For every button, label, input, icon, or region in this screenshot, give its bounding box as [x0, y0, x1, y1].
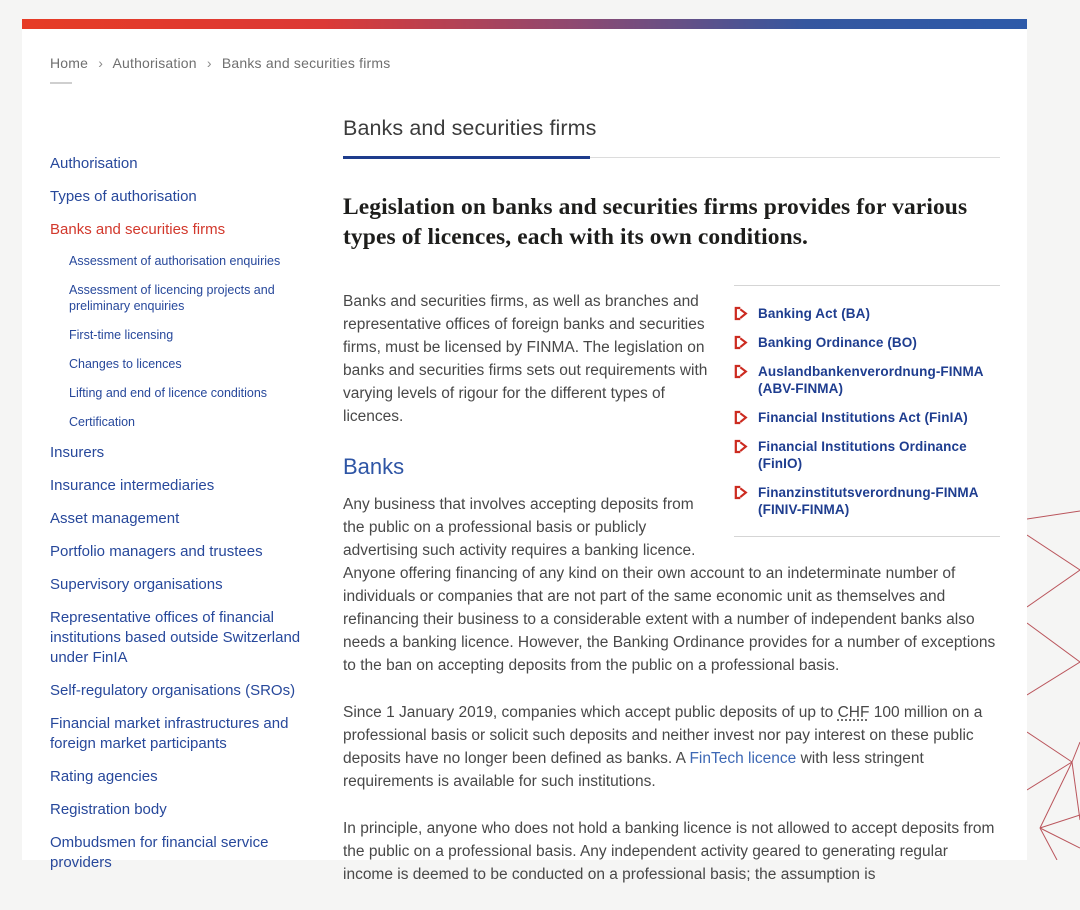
banks-section-heading: Banks	[343, 453, 405, 479]
sidebar-item-self-regulatory-organisations[interactable]: Self-regulatory organisations (SROs)	[50, 682, 296, 699]
paragraph-text: with less stringent requirements is available for such institutions.	[343, 749, 924, 790]
breadcrumb-current-page: Banks and securities firms	[221, 55, 391, 71]
bracket-arrow-icon	[734, 439, 748, 454]
sidebar-item-assessment-licencing-projects[interactable]: Assessment of licencing projects and preliminary enquiries	[69, 283, 275, 313]
banks-paragraph-2	[343, 701, 1000, 793]
paragraph-text: 100 million on a professional basis or solicit such deposits and neither invest nor pay interest on these public deposits have no longer been defined as banks. A	[343, 703, 983, 767]
sidebar-item-banks-and-securities-firms[interactable]: Banks and securities firms	[50, 221, 226, 238]
page-title: Banks and securities firms	[343, 116, 597, 141]
sidebar-item-first-time-licensing[interactable]: First-time licensing	[69, 328, 174, 342]
bracket-arrow-icon	[734, 410, 748, 425]
sidebar-item-types-of-authorisation[interactable]: Types of authorisation	[50, 188, 197, 205]
breadcrumb-separator: ›	[206, 55, 212, 71]
sidebar-item-asset-management[interactable]: Asset management	[50, 510, 180, 527]
sidebar-item-rating-agencies[interactable]: Rating agencies	[50, 768, 158, 785]
sidebar-item-authorisation[interactable]: Authorisation	[50, 155, 138, 172]
doc-link-finia[interactable]: Financial Institutions Act (FinIA)	[734, 409, 1000, 426]
sidebar-item-insurers[interactable]: Insurers	[50, 444, 105, 461]
doc-link-finio[interactable]: Financial Institutions Ordinance (FinIO)	[734, 438, 1000, 472]
sidebar-item-changes-to-licences[interactable]: Changes to licences	[69, 357, 182, 371]
decorative-mesh-pattern	[1027, 480, 1080, 860]
brand-gradient-bar	[22, 19, 1027, 29]
sidebar-item-registration-body[interactable]: Registration body	[50, 801, 167, 818]
banks-paragraph-3: In principle, anyone who does not hold a banking licence is not allowed to accept deposits from the public on a professional basis. Any independent activity geared to generating regular income is deemed to be conducted on a professional basis; the assumption is	[343, 819, 995, 883]
fintech-licence-link[interactable]: FinTech licence	[689, 749, 797, 767]
bracket-arrow-icon	[734, 485, 748, 500]
page-container	[22, 19, 1027, 883]
intro-paragraph: Banks and securities firms, as well as branches and representative offices of foreign banks and securities firms, must be licensed by FINMA. The legislation on banks and securities firms sets out requirements with varying levels of rigour for the different types of licences.	[343, 292, 708, 425]
banks-paragraph-1: Any business that involves accepting deposits from the public on a professional basis or publicly advertising such activity requires a banking licence. Anyone offering financing of any kind on their own account to an indeterminate number of individuals or companies that are not part of the same economic unit as themselves and refinancing their business to a considerable extent with a number of independent banks also needs a banking licence. However, the Banking Ordinance provides for a number of exceptions to the ban on accepting deposits from the public on a professional basis.	[343, 495, 996, 674]
breadcrumb	[50, 55, 1027, 71]
sidebar-item-financial-market-infrastructures[interactable]: Financial market infrastructures and foreign market participants	[50, 715, 289, 752]
related-documents-box	[734, 285, 1000, 537]
breadcrumb-separator: ›	[98, 55, 104, 71]
sidebar-item-certification[interactable]: Certification	[69, 415, 135, 429]
main-content	[343, 92, 1027, 910]
sidebar-item-ombudsmen[interactable]: Ombudsmen for financial service providers	[50, 834, 269, 871]
paragraph-text: Since 1 January 2019, companies which accept public deposits of up to	[343, 703, 838, 721]
left-navigation	[50, 92, 315, 910]
sidebar-item-portfolio-managers-trustees[interactable]: Portfolio managers and trustees	[50, 543, 263, 560]
sidebar-item-insurance-intermediaries[interactable]: Insurance intermediaries	[50, 477, 215, 494]
sidebar-item-lifting-end-licence-conditions[interactable]: Lifting and end of licence conditions	[69, 386, 268, 400]
title-rule	[343, 156, 1000, 159]
doc-link-abv-finma[interactable]: Auslandbankenverordnung-FINMA (ABV-FINMA)	[734, 363, 1000, 397]
sidebar-item-representative-offices[interactable]: Representative offices of financial institutions based outside Switzerland under FinIA	[50, 609, 301, 666]
sidebar-item-assessment-authorisation-enquiries[interactable]: Assessment of authorisation enquiries	[69, 254, 281, 268]
doc-link-finiv-finma[interactable]: Finanzinstitutsverordnung-FINMA (FINIV-FINMA)	[734, 484, 1000, 518]
doc-link-banking-act[interactable]: Banking Act (BA)	[734, 305, 1000, 322]
breadcrumb-authorisation[interactable]: Authorisation	[112, 55, 197, 71]
chf-abbreviation[interactable]: CHF	[837, 703, 870, 721]
doc-link-banking-ordinance[interactable]: Banking Ordinance (BO)	[734, 334, 1000, 351]
breadcrumb-underline	[50, 82, 72, 84]
lead-heading: Legislation on banks and securities firms provides for various types of licences, each with its own conditions.	[343, 193, 968, 250]
bracket-arrow-icon	[734, 364, 748, 379]
breadcrumb-home[interactable]: Home	[50, 55, 89, 71]
bracket-arrow-icon	[734, 335, 748, 350]
sidebar-item-supervisory-organisations[interactable]: Supervisory organisations	[50, 576, 223, 593]
bracket-arrow-icon	[734, 306, 748, 321]
